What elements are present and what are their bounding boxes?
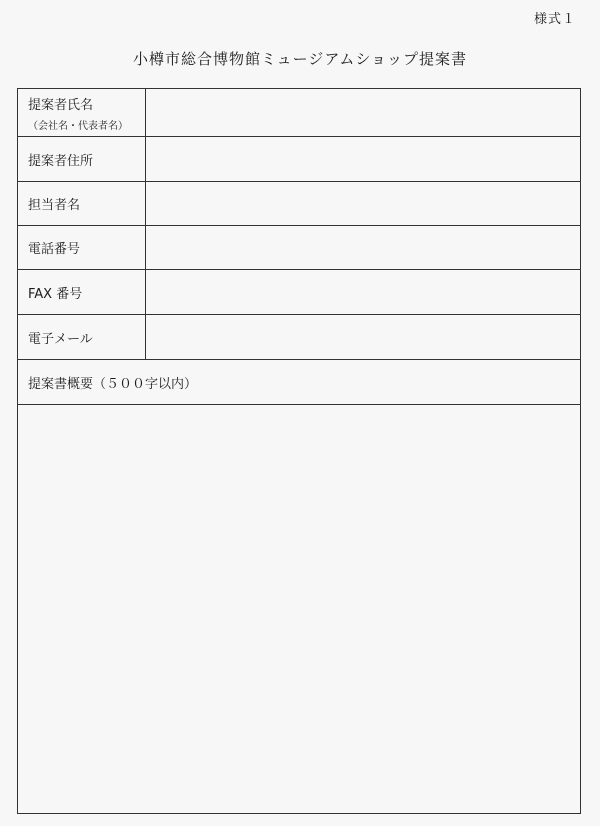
email-label-text: 電子メール xyxy=(28,331,93,347)
applicant-address-label xyxy=(18,137,146,181)
email-label xyxy=(18,315,146,359)
applicant-name-label-text: 提案者氏名 xyxy=(28,97,94,113)
row-phone xyxy=(18,226,580,270)
contact-person-label-text: 担当者名 xyxy=(28,198,81,213)
phone-label-text: 電話番号 xyxy=(28,242,81,257)
row-applicant-address xyxy=(18,137,580,182)
summary-label: 提案書概要（５００字以内） xyxy=(28,376,198,392)
summary-field[interactable] xyxy=(18,405,580,813)
row-email xyxy=(18,315,580,360)
email-field[interactable] xyxy=(146,315,580,359)
applicant-name-label xyxy=(18,89,146,136)
document-title: 小樽市総合博物館ミュージアムショップ提案書 xyxy=(132,50,468,68)
applicant-address-field[interactable] xyxy=(146,137,580,181)
proposal-form-table xyxy=(17,88,581,814)
fax-label xyxy=(18,270,146,314)
row-fax xyxy=(18,270,580,315)
row-contact-person xyxy=(18,182,580,226)
form-number: 様式１ xyxy=(533,12,576,27)
applicant-name-field[interactable] xyxy=(146,89,580,136)
applicant-name-label-note: （会社名・代表者名） xyxy=(28,120,128,132)
row-summary-header xyxy=(18,360,580,405)
phone-label xyxy=(18,226,146,269)
phone-field[interactable] xyxy=(146,226,580,269)
contact-person-field[interactable] xyxy=(146,182,580,225)
fax-label-text: FAX 番号 xyxy=(28,286,83,302)
row-applicant-name xyxy=(18,89,580,137)
fax-field[interactable] xyxy=(146,270,580,314)
contact-person-label xyxy=(18,182,146,225)
applicant-address-label-text: 提案者住所 xyxy=(28,153,94,169)
